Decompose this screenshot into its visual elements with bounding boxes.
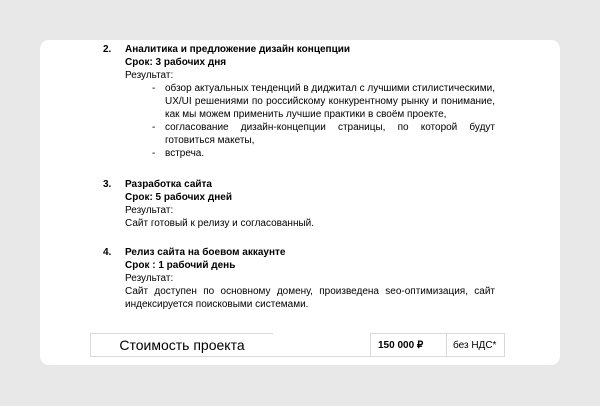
section-development xyxy=(40,178,560,230)
result-label: Результат: xyxy=(125,70,174,81)
price-spacer-cell xyxy=(273,333,370,357)
vat-note: без НДС* xyxy=(453,339,497,351)
list-item xyxy=(152,121,495,147)
section-term: Срок: 5 рабочих дней xyxy=(125,192,232,203)
section-heading xyxy=(40,178,560,191)
price-amount: 150 000 ₽ xyxy=(378,339,424,351)
section-title: Разработка сайта xyxy=(125,179,212,190)
section-title: Аналитика и предложение дизайн концепции xyxy=(125,44,351,55)
vat-note-cell xyxy=(447,333,505,357)
section-release xyxy=(40,246,560,311)
list-item-text: обзор актуальных тенденций в диджитал с лучшими стилистическими, UX/UI решениями по российскому конкурентному рынку и понимание, как мы можем применить лучшие практики в своём проекте, xyxy=(165,83,495,120)
list-item xyxy=(152,147,495,160)
section-number: 2. xyxy=(103,44,112,55)
section-term: Срок: 3 рабочих дня xyxy=(125,57,227,68)
section-heading xyxy=(40,43,560,56)
price-amount-cell xyxy=(370,333,447,357)
result-label: Результат: xyxy=(125,205,174,216)
dash-marker: - xyxy=(152,83,156,94)
section-analytics xyxy=(40,43,560,160)
section-term: Срок : 1 рабочий день xyxy=(125,260,236,271)
result-text: Сайт готовый к релизу и согласованный. xyxy=(125,218,315,229)
document-page xyxy=(40,40,560,365)
dash-marker: - xyxy=(152,122,156,133)
price-table xyxy=(90,333,505,357)
list-item-text: согласование дизайн-концепции страницы, по которой будут готовиться макеты, xyxy=(165,122,495,146)
section-heading xyxy=(40,246,560,259)
section-number: 3. xyxy=(103,179,112,190)
section-number: 4. xyxy=(103,247,112,258)
section-title: Релиз сайта на боевом аккаунте xyxy=(125,247,286,258)
result-text: Сайт доступен по основному домену, произведена seo-оптимизация, сайт индексируется поисковыми системами. xyxy=(125,286,495,310)
list-item-text: встреча. xyxy=(165,148,205,159)
dash-marker: - xyxy=(152,148,156,159)
result-label: Результат: xyxy=(125,273,174,284)
list-item xyxy=(152,82,495,121)
price-label-cell xyxy=(90,333,273,357)
price-label: Стоимость проекта xyxy=(119,337,245,353)
